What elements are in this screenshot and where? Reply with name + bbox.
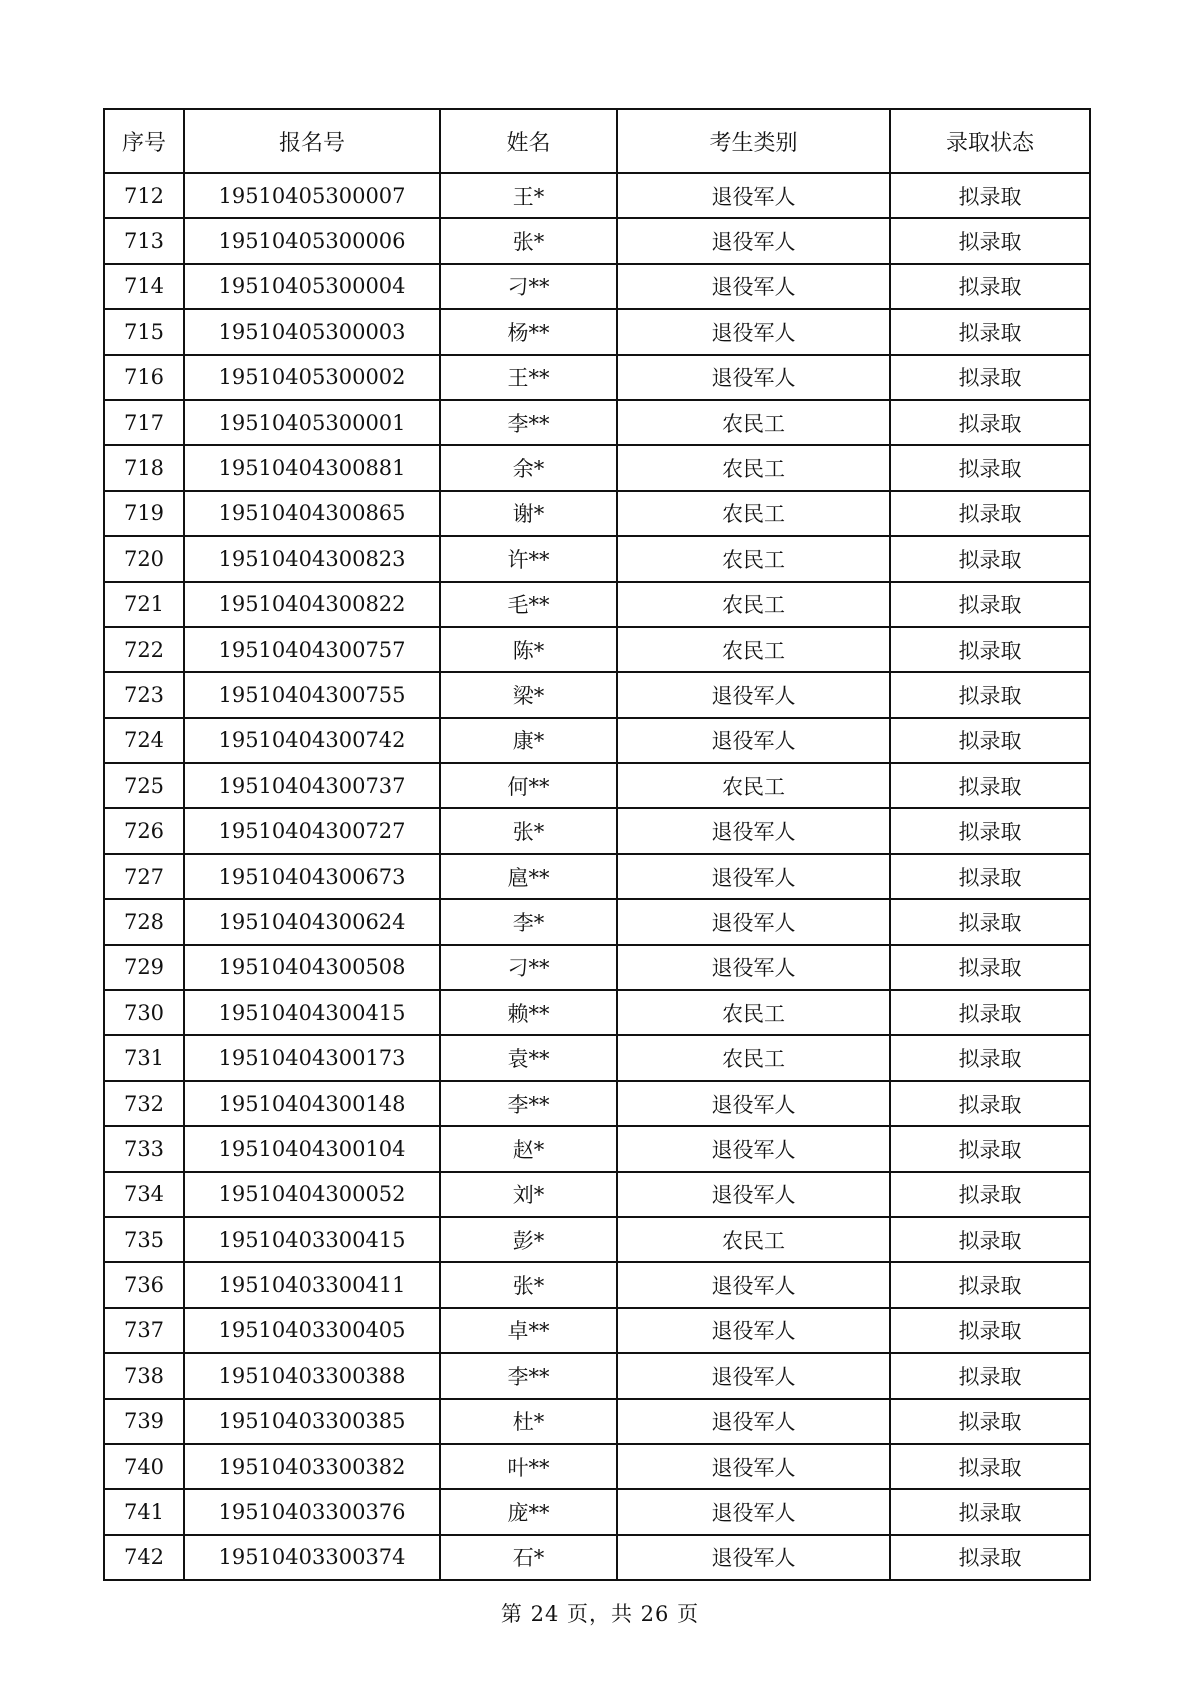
cell-reg-no: 19510404300052 <box>184 1172 440 1217</box>
cell-category: 退役军人 <box>617 854 890 899</box>
cell-seq: 729 <box>104 945 184 990</box>
cell-status: 拟录取 <box>890 945 1090 990</box>
table-row <box>104 400 1090 445</box>
table-row <box>104 1172 1090 1217</box>
cell-seq: 731 <box>104 1035 184 1080</box>
cell-category: 农民工 <box>617 1217 890 1262</box>
cell-reg-no: 19510405300006 <box>184 218 440 263</box>
cell-seq: 734 <box>104 1172 184 1217</box>
cell-status: 拟录取 <box>890 173 1090 218</box>
cell-name: 梁* <box>440 672 617 717</box>
cell-reg-no: 19510404300755 <box>184 672 440 717</box>
table-row <box>104 1262 1090 1307</box>
header-row <box>104 109 1090 173</box>
cell-status: 拟录取 <box>890 218 1090 263</box>
cell-reg-no: 19510403300415 <box>184 1217 440 1262</box>
cell-category: 退役军人 <box>617 1535 890 1580</box>
cell-category: 退役军人 <box>617 808 890 853</box>
cell-reg-no: 19510405300004 <box>184 264 440 309</box>
cell-status: 拟录取 <box>890 1035 1090 1080</box>
header-seq: 序号 <box>104 109 184 173</box>
cell-seq: 717 <box>104 400 184 445</box>
cell-name: 许** <box>440 536 617 581</box>
table-row <box>104 218 1090 263</box>
table-row <box>104 1081 1090 1126</box>
cell-reg-no: 19510404300881 <box>184 445 440 490</box>
cell-seq: 735 <box>104 1217 184 1262</box>
cell-status: 拟录取 <box>890 1262 1090 1307</box>
cell-name: 张* <box>440 808 617 853</box>
cell-seq: 730 <box>104 990 184 1035</box>
cell-seq: 727 <box>104 854 184 899</box>
table-row <box>104 854 1090 899</box>
cell-category: 退役军人 <box>617 173 890 218</box>
cell-seq: 719 <box>104 491 184 536</box>
cell-seq: 712 <box>104 173 184 218</box>
cell-name: 刁** <box>440 945 617 990</box>
cell-name: 庞** <box>440 1489 617 1534</box>
cell-category: 农民工 <box>617 627 890 672</box>
table-row <box>104 173 1090 218</box>
cell-category: 退役军人 <box>617 1444 890 1489</box>
cell-category: 退役军人 <box>617 718 890 763</box>
cell-name: 杜* <box>440 1399 617 1444</box>
cell-status: 拟录取 <box>890 400 1090 445</box>
table-row <box>104 990 1090 1035</box>
cell-name: 何** <box>440 763 617 808</box>
cell-reg-no: 19510404300415 <box>184 990 440 1035</box>
cell-reg-no: 19510404300727 <box>184 808 440 853</box>
cell-name: 李** <box>440 400 617 445</box>
cell-reg-no: 19510403300374 <box>184 1535 440 1580</box>
cell-reg-no: 19510404300508 <box>184 945 440 990</box>
cell-category: 退役军人 <box>617 1172 890 1217</box>
header-status: 录取状态 <box>890 109 1090 173</box>
cell-status: 拟录取 <box>890 627 1090 672</box>
cell-reg-no: 19510403300411 <box>184 1262 440 1307</box>
table-row <box>104 1535 1090 1580</box>
cell-status: 拟录取 <box>890 309 1090 354</box>
cell-status: 拟录取 <box>890 1535 1090 1580</box>
cell-name: 扈** <box>440 854 617 899</box>
cell-name: 谢* <box>440 491 617 536</box>
cell-seq: 732 <box>104 1081 184 1126</box>
cell-seq: 738 <box>104 1353 184 1398</box>
cell-category: 退役军人 <box>617 899 890 944</box>
cell-name: 李** <box>440 1353 617 1398</box>
cell-seq: 741 <box>104 1489 184 1534</box>
cell-status: 拟录取 <box>890 808 1090 853</box>
table-body <box>104 173 1090 1580</box>
cell-category: 退役军人 <box>617 1308 890 1353</box>
cell-name: 石* <box>440 1535 617 1580</box>
cell-seq: 720 <box>104 536 184 581</box>
cell-name: 张* <box>440 1262 617 1307</box>
table-row <box>104 1126 1090 1171</box>
cell-name: 刁** <box>440 264 617 309</box>
table-row <box>104 491 1090 536</box>
cell-category: 退役军人 <box>617 355 890 400</box>
cell-name: 王** <box>440 355 617 400</box>
cell-status: 拟录取 <box>890 718 1090 763</box>
header-name: 姓名 <box>440 109 617 173</box>
cell-reg-no: 19510404300173 <box>184 1035 440 1080</box>
cell-reg-no: 19510404300822 <box>184 582 440 627</box>
cell-reg-no: 19510404300104 <box>184 1126 440 1171</box>
cell-name: 李* <box>440 899 617 944</box>
cell-reg-no: 19510404300673 <box>184 854 440 899</box>
cell-seq: 737 <box>104 1308 184 1353</box>
table-row <box>104 945 1090 990</box>
cell-seq: 721 <box>104 582 184 627</box>
cell-category: 退役军人 <box>617 672 890 717</box>
cell-status: 拟录取 <box>890 1489 1090 1534</box>
cell-category: 退役军人 <box>617 264 890 309</box>
cell-status: 拟录取 <box>890 990 1090 1035</box>
cell-name: 刘* <box>440 1172 617 1217</box>
cell-seq: 714 <box>104 264 184 309</box>
cell-category: 农民工 <box>617 491 890 536</box>
table-row <box>104 1308 1090 1353</box>
cell-seq: 736 <box>104 1262 184 1307</box>
cell-category: 退役军人 <box>617 1081 890 1126</box>
cell-reg-no: 19510404300757 <box>184 627 440 672</box>
table-row <box>104 536 1090 581</box>
table-row <box>104 1035 1090 1080</box>
cell-name: 袁** <box>440 1035 617 1080</box>
header-reg-no: 报名号 <box>184 109 440 173</box>
cell-seq: 725 <box>104 763 184 808</box>
cell-name: 彭* <box>440 1217 617 1262</box>
cell-name: 赖** <box>440 990 617 1035</box>
cell-category: 退役军人 <box>617 1399 890 1444</box>
table-row <box>104 808 1090 853</box>
cell-category: 农民工 <box>617 582 890 627</box>
cell-seq: 716 <box>104 355 184 400</box>
table-row <box>104 1489 1090 1534</box>
cell-category: 农民工 <box>617 990 890 1035</box>
cell-status: 拟录取 <box>890 1308 1090 1353</box>
cell-seq: 723 <box>104 672 184 717</box>
cell-category: 退役军人 <box>617 218 890 263</box>
cell-seq: 722 <box>104 627 184 672</box>
cell-category: 退役军人 <box>617 1126 890 1171</box>
cell-status: 拟录取 <box>890 1126 1090 1171</box>
cell-seq: 715 <box>104 309 184 354</box>
cell-status: 拟录取 <box>890 582 1090 627</box>
cell-status: 拟录取 <box>890 763 1090 808</box>
cell-name: 李** <box>440 1081 617 1126</box>
table-row <box>104 582 1090 627</box>
cell-status: 拟录取 <box>890 899 1090 944</box>
cell-seq: 740 <box>104 1444 184 1489</box>
cell-reg-no: 19510403300385 <box>184 1399 440 1444</box>
page-number: 第 24 页，共 26 页 <box>500 1602 700 1626</box>
cell-status: 拟录取 <box>890 1172 1090 1217</box>
cell-status: 拟录取 <box>890 1444 1090 1489</box>
cell-reg-no: 19510404300148 <box>184 1081 440 1126</box>
cell-reg-no: 19510405300003 <box>184 309 440 354</box>
admission-table <box>103 108 1091 1581</box>
cell-reg-no: 19510404300737 <box>184 763 440 808</box>
cell-name: 王* <box>440 173 617 218</box>
table-row <box>104 1399 1090 1444</box>
table-row <box>104 1353 1090 1398</box>
cell-reg-no: 19510404300865 <box>184 491 440 536</box>
cell-reg-no: 19510403300382 <box>184 1444 440 1489</box>
table-row <box>104 1217 1090 1262</box>
cell-reg-no: 19510403300376 <box>184 1489 440 1534</box>
cell-name: 毛** <box>440 582 617 627</box>
header-category: 考生类别 <box>617 109 890 173</box>
cell-status: 拟录取 <box>890 355 1090 400</box>
cell-seq: 718 <box>104 445 184 490</box>
table-row <box>104 627 1090 672</box>
cell-status: 拟录取 <box>890 491 1090 536</box>
table-row <box>104 309 1090 354</box>
table-row <box>104 445 1090 490</box>
cell-reg-no: 19510405300002 <box>184 355 440 400</box>
cell-reg-no: 19510404300624 <box>184 899 440 944</box>
cell-seq: 742 <box>104 1535 184 1580</box>
cell-status: 拟录取 <box>890 1353 1090 1398</box>
cell-seq: 733 <box>104 1126 184 1171</box>
cell-reg-no: 19510405300007 <box>184 173 440 218</box>
cell-seq: 726 <box>104 808 184 853</box>
cell-reg-no: 19510405300001 <box>184 400 440 445</box>
cell-category: 退役军人 <box>617 1489 890 1534</box>
cell-reg-no: 19510404300823 <box>184 536 440 581</box>
table-row <box>104 899 1090 944</box>
cell-status: 拟录取 <box>890 854 1090 899</box>
cell-status: 拟录取 <box>890 1081 1090 1126</box>
cell-status: 拟录取 <box>890 536 1090 581</box>
cell-reg-no: 19510403300405 <box>184 1308 440 1353</box>
cell-category: 退役军人 <box>617 1262 890 1307</box>
cell-category: 退役军人 <box>617 945 890 990</box>
cell-reg-no: 19510403300388 <box>184 1353 440 1398</box>
cell-status: 拟录取 <box>890 1399 1090 1444</box>
cell-seq: 739 <box>104 1399 184 1444</box>
cell-seq: 728 <box>104 899 184 944</box>
cell-reg-no: 19510404300742 <box>184 718 440 763</box>
table-row <box>104 763 1090 808</box>
table-header <box>104 109 1090 173</box>
cell-category: 退役军人 <box>617 309 890 354</box>
cell-category: 农民工 <box>617 1035 890 1080</box>
table-row <box>104 1444 1090 1489</box>
cell-name: 叶** <box>440 1444 617 1489</box>
cell-name: 张* <box>440 218 617 263</box>
cell-name: 杨** <box>440 309 617 354</box>
cell-category: 退役军人 <box>617 1353 890 1398</box>
cell-seq: 724 <box>104 718 184 763</box>
cell-name: 赵* <box>440 1126 617 1171</box>
table-row <box>104 672 1090 717</box>
cell-status: 拟录取 <box>890 672 1090 717</box>
cell-category: 农民工 <box>617 536 890 581</box>
cell-name: 陈* <box>440 627 617 672</box>
cell-status: 拟录取 <box>890 264 1090 309</box>
cell-name: 余* <box>440 445 617 490</box>
table-row <box>104 718 1090 763</box>
cell-category: 农民工 <box>617 400 890 445</box>
table-row <box>104 264 1090 309</box>
cell-status: 拟录取 <box>890 445 1090 490</box>
cell-status: 拟录取 <box>890 1217 1090 1262</box>
cell-seq: 713 <box>104 218 184 263</box>
cell-name: 卓** <box>440 1308 617 1353</box>
cell-category: 农民工 <box>617 445 890 490</box>
cell-name: 康* <box>440 718 617 763</box>
cell-category: 农民工 <box>617 763 890 808</box>
table-row <box>104 355 1090 400</box>
